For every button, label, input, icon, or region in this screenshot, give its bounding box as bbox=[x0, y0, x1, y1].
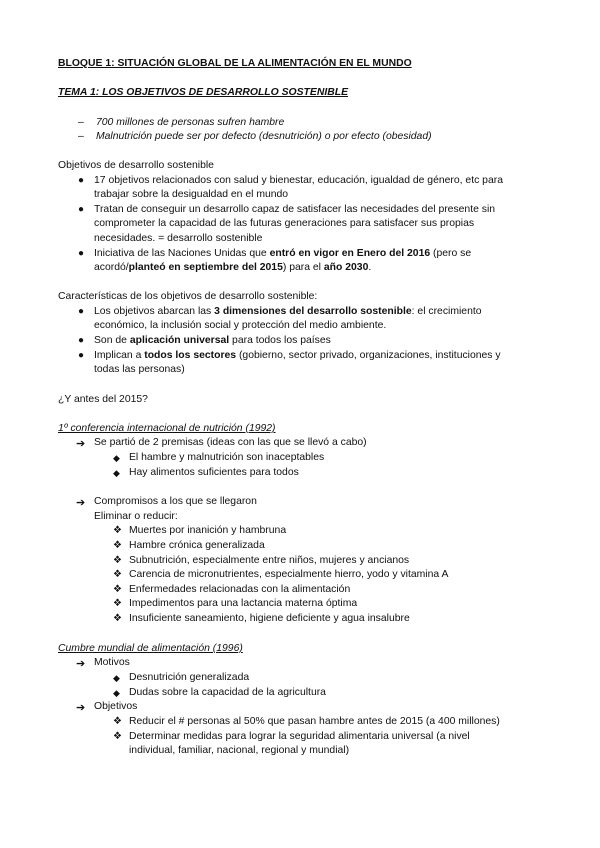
compromiso-item: Carencia de micronutrientes, especialmente hierro, yodo y vitamina A bbox=[129, 569, 449, 580]
antes-heading: ¿Y antes del 2015? bbox=[58, 394, 148, 405]
caract-bullet-line bbox=[94, 350, 501, 361]
bold-run: año 2030 bbox=[323, 262, 369, 273]
intro-item: 700 millones de personas sufren hambre bbox=[96, 117, 285, 128]
compromiso-item: Hambre crónica generalizada bbox=[129, 540, 265, 551]
conf1992-heading: 1º conferencia internacional de nutrición (1992) bbox=[58, 423, 276, 434]
bullet-icon: ● bbox=[78, 306, 85, 317]
text-run: (gobierno, sector privado, organizaciones, instituciones y bbox=[236, 350, 501, 361]
bold-run: 3 dimensiones del desarrollo sostenible bbox=[214, 306, 412, 317]
caract-bullet-line: económico, la inclusión social y protección del medio ambiente. bbox=[94, 320, 387, 331]
dash-marker: – bbox=[78, 117, 84, 128]
compromiso-item: Insuficiente saneamiento, higiene deficiente y agua insalubre bbox=[129, 613, 410, 624]
text-run: (pero se bbox=[430, 248, 472, 259]
arrow-icon: ➔ bbox=[76, 497, 86, 509]
compromiso-item: Impedimentos para una lactancia materna óptima bbox=[129, 598, 358, 609]
ods-heading: Objetivos de desarrollo sostenible bbox=[58, 160, 214, 171]
bullet-icon: ● bbox=[78, 204, 85, 215]
objetivo-item: Determinar medidas para lograr la seguridad alimentaria universal (a nivel bbox=[129, 731, 470, 742]
arrow-icon: ➔ bbox=[76, 658, 86, 670]
eliminar-label: Eliminar o reducir: bbox=[94, 511, 178, 522]
clover-icon: ❖ bbox=[113, 731, 122, 742]
cumbre1996-heading: Cumbre mundial de alimentación (1996) bbox=[58, 643, 243, 654]
arrow-icon: ➔ bbox=[76, 702, 86, 714]
compromiso-item: Muertes por inanición y hambruna bbox=[129, 525, 287, 536]
bullet-icon: ● bbox=[78, 248, 85, 259]
text-run: Son de bbox=[94, 335, 130, 346]
text-run: Los objetivos abarcan las bbox=[94, 306, 215, 317]
clover-icon: ❖ bbox=[113, 525, 122, 536]
clover-icon: ❖ bbox=[113, 540, 122, 551]
diamond-icon: ◆ bbox=[113, 468, 120, 478]
ods-bullet-line bbox=[94, 262, 371, 273]
ods-bullet-line: trabajar sobre la desigualdad en el mundo bbox=[94, 189, 289, 200]
premisa-item: Hay alimentos suficientes para todos bbox=[129, 467, 299, 478]
intro-item: Malnutrición puede ser por defecto (desnutrición) o por efecto (obesidad) bbox=[96, 131, 432, 142]
caract-bullet-line bbox=[94, 335, 331, 346]
diamond-icon: ◆ bbox=[113, 688, 120, 698]
motivo-item: Dudas sobre la capacidad de la agricultura bbox=[129, 687, 326, 698]
motivo-item: Desnutrición generalizada bbox=[129, 672, 250, 683]
motivos-label: Motivos bbox=[94, 657, 130, 668]
clover-icon: ❖ bbox=[113, 598, 122, 609]
clover-icon: ❖ bbox=[113, 569, 122, 580]
bold-run: planteó en septiembre del 2015 bbox=[128, 262, 283, 273]
bullet-icon: ● bbox=[78, 335, 85, 346]
conf1992-arrow-item: Se partió de 2 premisas (ideas con las que se llevó a cabo) bbox=[94, 437, 367, 448]
caract-bullet-line bbox=[94, 306, 482, 317]
text-run: . bbox=[368, 262, 372, 273]
compromiso-item: Enfermedades relacionadas con la alimentación bbox=[129, 584, 351, 595]
ods-bullet-line: 17 objetivos relacionados con salud y bienestar, educación, igualdad de género, etc para bbox=[94, 175, 503, 186]
diamond-icon: ◆ bbox=[113, 673, 120, 683]
ods-bullet-line: comprometer la capacidad de las futuras generaciones para satisfacer sus propias bbox=[94, 218, 475, 229]
bold-run: aplicación universal bbox=[129, 335, 230, 346]
clover-icon: ❖ bbox=[113, 584, 122, 595]
bullet-icon: ● bbox=[78, 350, 85, 361]
ods-bullet-line bbox=[94, 248, 471, 259]
bold-run: todos los sectores bbox=[144, 350, 237, 361]
arrow-icon: ➔ bbox=[76, 438, 86, 450]
text-run: para todos los países bbox=[229, 335, 331, 346]
diamond-icon: ◆ bbox=[113, 453, 120, 463]
text-run: Iniciativa de las Naciones Unidas que bbox=[94, 248, 270, 259]
dash-marker: – bbox=[78, 131, 84, 142]
caract-bullet-line: todas las personas) bbox=[94, 364, 185, 375]
conf1992-arrow-item: Compromisos a los que se llegaron bbox=[94, 496, 257, 507]
bullet-icon: ● bbox=[78, 175, 85, 186]
text-run: Implican a bbox=[94, 350, 145, 361]
clover-icon: ❖ bbox=[113, 716, 122, 727]
text-run: acordó/ bbox=[94, 262, 129, 273]
text-run: : el crecimiento bbox=[411, 306, 482, 317]
text-run: ) para el bbox=[282, 262, 324, 273]
ods-bullet-line: Tratan de conseguir un desarrollo capaz de satisfacer las necesidades del presente sin bbox=[94, 204, 496, 215]
objetivo-item: individual, familiar, nacional, regional y mundial) bbox=[129, 745, 350, 756]
document-title: BLOQUE 1: SITUACIÓN GLOBAL DE LA ALIMENTACIÓN EN EL MUNDO bbox=[58, 58, 412, 69]
bold-run: entró en vigor en Enero del 2016 bbox=[269, 248, 431, 259]
objetivos-label: Objetivos bbox=[94, 701, 138, 712]
compromiso-item: Subnutrición, especialmente entre niños, mujeres y ancianos bbox=[129, 555, 410, 566]
clover-icon: ❖ bbox=[113, 555, 122, 566]
premisa-item: El hambre y malnutrición son inaceptables bbox=[129, 452, 325, 463]
caract-heading: Características de los objetivos de desarrollo sostenible: bbox=[58, 291, 318, 302]
clover-icon: ❖ bbox=[113, 613, 122, 624]
section-title: TEMA 1: LOS OBJETIVOS DE DESARROLLO SOSTENIBLE bbox=[58, 87, 349, 98]
objetivo-item: Reducir el # personas al 50% que pasan hambre antes de 2015 (a 400 millones) bbox=[129, 716, 500, 727]
ods-bullet-line: necesidades. = desarrollo sostenible bbox=[94, 233, 263, 244]
